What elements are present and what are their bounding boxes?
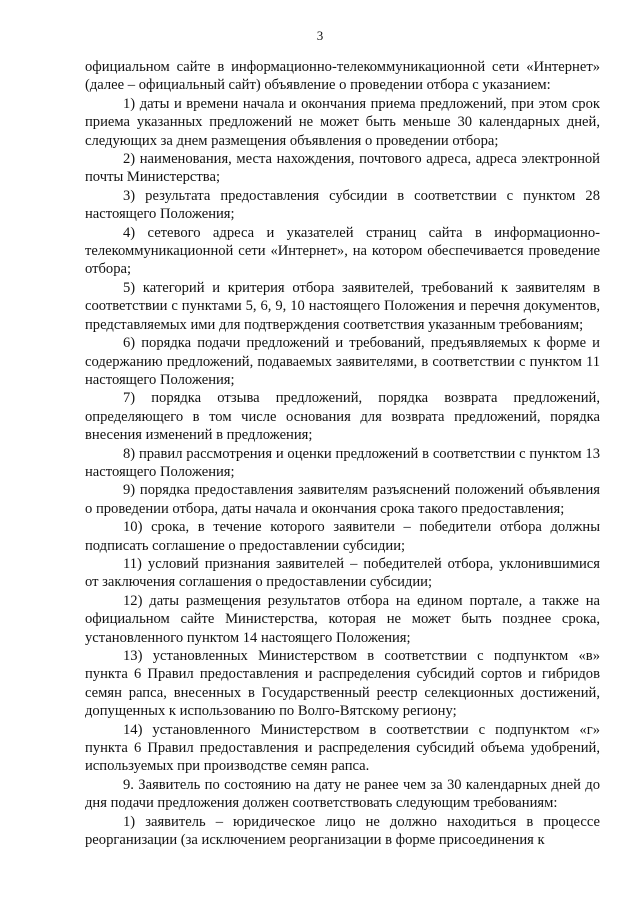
- list-item-6: 6) порядка подачи предложений и требований, предъявляемых к форме и содержанию предложений, подаваемых заявителями, в соответствии с пунктом 11 настоящего Положения;: [85, 335, 600, 388]
- list-item-13: 13) установленных Министерством в соответствии с подпунктом «в» пункта 6 Правил предоставления и распределения субсидий сортов и гибридов семян рапса, внесенных в Государственный реестр селекционных достижений, допущенных к использованию по Волго-Вятскому региону;: [85, 648, 600, 720]
- list-item-8: 8) правил рассмотрения и оценки предложений в соответствии с пунктом 13 настоящего Положения;: [85, 445, 600, 480]
- list-item-7: 7) порядка отзыва предложений, порядка возврата предложений, определяющего в том числе основания для возврата предложений, порядка внесения изменений в предложения;: [85, 390, 600, 444]
- section-9-list-item-1: 1) заявитель – юридическое лицо не должно находиться в процессе реорганизации (за исключением реорганизации в форме присоединения к: [85, 813, 600, 849]
- paragraph-continuation: официальном сайте в информационно-телекоммуникационной сети «Интернет» (далее – официальный сайт) объявление о проведении отбора с указанием:: [85, 59, 600, 94]
- page-number: 3: [316, 28, 324, 43]
- list-item-4: 4) сетевого адреса и указателей страниц сайта в информационно-телекоммуникационной сети «Интернет», на котором обеспечивается проведение отбора;: [85, 224, 600, 278]
- section-9-paragraph: 9. Заявитель по состоянию на дату не ранее чем за 30 календарных дней до дня подачи предложения должен соответствовать следующим требованиям:: [85, 776, 600, 812]
- list-item-1: 1) даты и времени начала и окончания приема предложений, при этом срок приема указанных предложений не может быть меньше 30 календарных дней, следующих за днем размещения объявления о проведении отбора;: [85, 95, 600, 149]
- document-body: [85, 58, 600, 849]
- list-item-2: 2) наименования, места нахождения, почтового адреса, адреса электронной почты Министерства;: [85, 151, 600, 186]
- list-item-5: 5) категорий и критерия отбора заявителей, требований к заявителям в соответствии с пунктами 5, 6, 9, 10 настоящего Положения и перечня документов, представляемых ими для подтверждения соответствия указанным требованиям;: [85, 279, 600, 333]
- list-item-12: 12) даты размещения результатов отбора на едином портале, а также на официальном сайте Министерства, которая не может быть позднее срока, установленного пунктом 14 настоящего Положения;: [85, 592, 600, 646]
- list-item-14: 14) установленного Министерством в соответствии с подпунктом «г» пункта 6 Правил предоставления и распределения субсидий объема удобрений, используемых при производстве семян рапса.: [85, 721, 600, 775]
- list-item-3: 3) результата предоставления субсидии в соответствии с пунктом 28 настоящего Положения;: [85, 187, 600, 223]
- list-item-10: 10) срока, в течение которого заявители – победители отбора должны подписать соглашение о предоставлении субсидии;: [85, 519, 600, 554]
- list-item-11: 11) условий признания заявителей – победителей отбора, уклонившимися от заключения соглашения о предоставлении субсидии;: [85, 555, 600, 591]
- list-item-9: 9) порядка предоставления заявителям разъяснений положений объявления о проведении отбора, даты начала и окончания срока такого предоставления;: [85, 482, 600, 517]
